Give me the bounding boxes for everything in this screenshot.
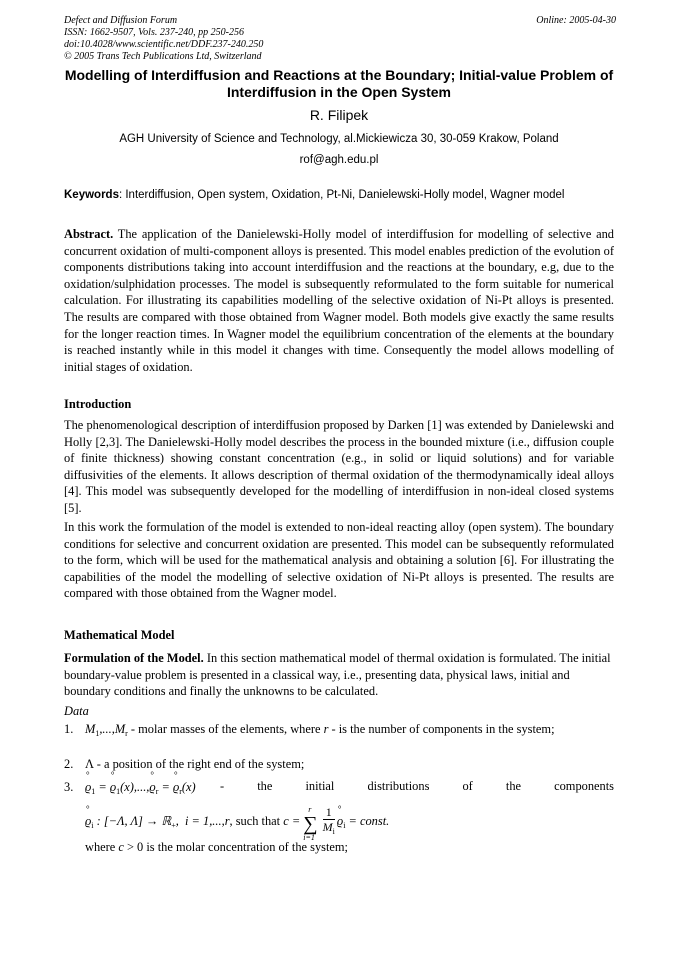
item-1-text: - molar masses of the elements, where [127,722,324,736]
formulation-paragraph [64,650,614,700]
item-3-number: 3. [64,780,74,794]
data-heading: Data [64,704,89,718]
keywords [64,189,624,201]
journal-name: Defect and Diffusion Forum [64,15,178,26]
formulation-text: In this section mathematical model of thermal oxidation is formulated. The initial boundary-value problem is presented in a classical way, i.e., presenting data, physical laws, initial and boundary conditions and finally the unknowns to be calculated. [64,651,611,699]
author-name: R. Filipek [309,107,369,123]
journal-header [64,15,616,63]
item-1-number: 1. [64,722,74,736]
item-3-word: components [554,779,614,793]
affiliation: AGH University of Science and Technology, al.Mickiewicza 30, 30-059 Krakow, Poland [119,133,559,145]
online-date: Online: 2005-04-30 [536,15,616,26]
doi-line[interactable]: doi:10.4028/www.scientific.net/DDF.237-240.250 [64,39,264,50]
where-rest: is the molar concentration of the system; [143,840,349,854]
item-3-word: - [220,779,225,793]
lambda-symbol: Λ [85,757,94,771]
formulation-label: Formulation of the Model. [64,651,204,665]
item-3-word: the [505,779,522,793]
item-3-word: the [257,779,273,793]
abstract [64,226,614,375]
copyright-line: © 2005 Trans Tech Publications Ltd, Switzerland [64,51,262,62]
author-email[interactable]: rof@agh.edu.pl [299,154,379,166]
concentration-definition: where c > 0 is the molar concentration of the system; [85,840,349,854]
item-3-word: distributions [367,779,430,793]
introduction-paragraph-2: In this work the formulation of the model is extended to non-ideal reacting alloy (open system). The boundary conditions for selective and concurrent oxidation are presented. This model can be subsequently reformulated to the form, which will be used for the mathematical analysis and obtaining a solution [6]. For illustrating the capabilities of the model the modelling of selective oxidation of Ni-Pt alloys is presented. The results are compared with those obtained from the Wagner model. [64,520,614,601]
item-2-number: 2. [64,757,74,771]
item-3-word: initial [305,779,335,793]
where-word: where [85,840,119,854]
abstract-text: The application of the Danielewski-Holly model of interdiffusion for modelling of selective and concurrent oxidation of multi-component alloys is presented. This model enables prediction of the evolution of components distributions taking into account interdiffusion and the reactions at the boundary, e.g, due to the oxidation/sulphidation processes. The model is subsequently reformulated to the form suitable for numerical calculation. For illustrating its capabilities modelling of the selective oxidation of Ni-Pt alloys is presented. The results are compared with those obtained from Wagner model. Both models give exactly the same results for the longer reaction times. In Wagner model the equilibrium concentration of the elements at the boundary is reached instantly while in this model it changes with time. Consequently the model allows modelling of initial stages of oxidation. [64,227,614,374]
introduction-paragraph-1: The phenomenological description of interdiffusion proposed by Darken [1] was extended by Danielewski and Holly [2,3]. The Danielewski-Holly model describes the process in the bounded mixture (i.e., diffusion couple of finite thickness) showing constant concentration (e.g., in solid or liquid solutions) and for variable diffusivities of the elements. It allows description of thermal oxidation of the thermodynamically ideal alloys [4]. This model was subsequently developed for the modelling of interdiffusion in non-ideal closed systems [5]. [64,418,614,515]
item-3-text [220,779,614,794]
item-1-r-symbol: r [323,722,329,736]
distribution-domain-formula: ° $ϱ_i$ : [−Λ, Λ] → ℝ$_+$, i = 1,...,r, such that c = ∑ r i=1 $\frac{1}{M_i}$ ° $ϱ_i$ = const. [85,805,389,839]
item-2-text: - a position of the right end of the system; [93,757,305,771]
keywords-text: : Interdiffusion, Open system, Oxidation, Pt-Ni, Danielewski-Holly model, Wagner model [118,189,565,201]
item-3-such: , such that [229,813,284,828]
math-model-heading: Mathematical Model [64,628,175,642]
introduction-heading: Introduction [64,397,132,411]
initial-distribution-formula: ° $ϱ_1$ = ° $ϱ_1(x),...,^\circ$ $ϱ_r$ = ° $ϱ_r(x)$ [85,780,196,796]
item-3-word: of [462,779,473,793]
abstract-label: Abstract. [64,227,114,241]
item-1-rest: - is the number of components in the system; [328,722,555,736]
issn-line: ISSN: 1662-9507, Vols. 237-240, pp 250-256 [64,27,244,38]
keywords-label: Keywords [64,189,119,201]
molar-mass-symbols: $M_1,...,M_r$ [85,722,128,738]
paper-title: Modelling of Interdiffusion and Reactions at the Boundary; Initial-value Problem of Interdiffusion in the Open System [64,67,614,100]
